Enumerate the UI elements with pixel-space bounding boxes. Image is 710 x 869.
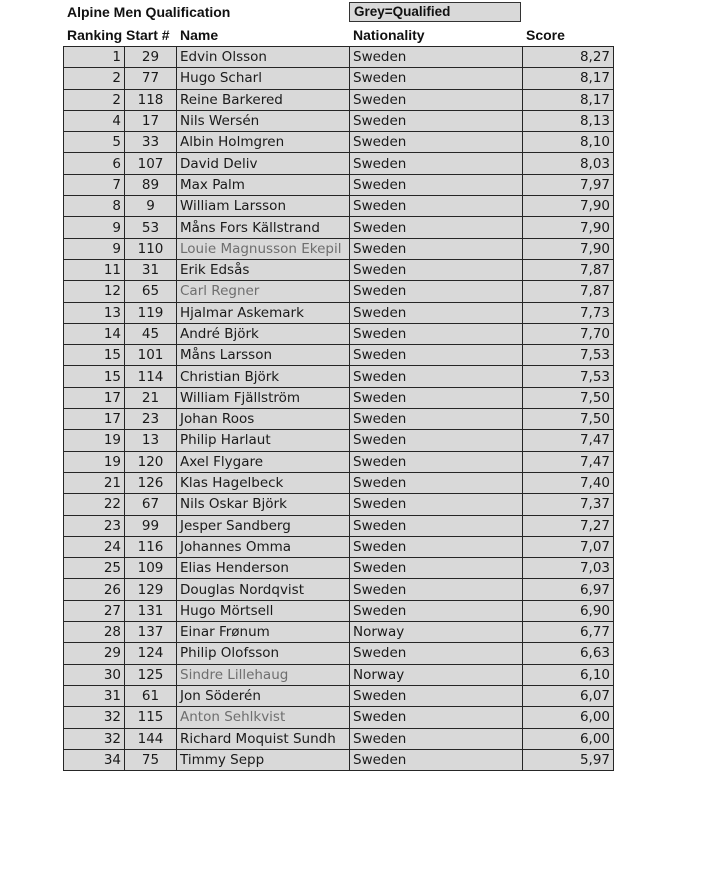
score-cell: 8,17 [523,89,614,110]
table-row [64,153,614,174]
name-cell: Max Palm [177,174,350,195]
table-row [64,196,614,217]
score-cell: 7,70 [523,323,614,344]
score-cell: 7,73 [523,302,614,323]
ranking-cell: 29 [64,643,125,664]
score-cell: 7,53 [523,366,614,387]
nationality-cell: Sweden [350,110,523,131]
name-cell: Anton Sehlkvist [177,707,350,728]
score-cell: 7,03 [523,558,614,579]
nationality-cell: Sweden [350,451,523,472]
start-number-cell: 114 [125,366,177,387]
ranking-cell: 1 [64,47,125,68]
nationality-cell: Sweden [350,558,523,579]
table-row [64,302,614,323]
score-cell: 8,17 [523,68,614,89]
start-number-cell: 115 [125,707,177,728]
name-cell: Timmy Sepp [177,749,350,770]
table-row [64,558,614,579]
start-number-cell: 89 [125,174,177,195]
ranking-cell: 9 [64,238,125,259]
table-row [64,217,614,238]
name-cell: David Deliv [177,153,350,174]
score-cell: 7,87 [523,281,614,302]
score-cell: 6,63 [523,643,614,664]
nationality-cell: Sweden [350,345,523,366]
ranking-cell: 21 [64,472,125,493]
table-row [64,259,614,280]
name-cell: Reine Barkered [177,89,350,110]
ranking-cell: 11 [64,259,125,280]
name-cell: Axel Flygare [177,451,350,472]
name-cell: Sindre Lillehaug [177,664,350,685]
score-cell: 6,10 [523,664,614,685]
nationality-cell: Sweden [350,685,523,706]
start-number-cell: 77 [125,68,177,89]
name-cell: Richard Moquist Sundh [177,728,350,749]
ranking-cell: 2 [64,89,125,110]
name-cell: Johan Roos [177,409,350,430]
start-number-cell: 99 [125,515,177,536]
name-cell: Albin Holmgren [177,132,350,153]
name-cell: Jesper Sandberg [177,515,350,536]
start-number-cell: 67 [125,494,177,515]
score-cell: 6,00 [523,707,614,728]
name-cell: Hugo Scharl [177,68,350,89]
ranking-cell: 19 [64,451,125,472]
name-cell: Douglas Nordqvist [177,579,350,600]
ranking-cell: 30 [64,664,125,685]
nationality-cell: Sweden [350,68,523,89]
table-row [64,643,614,664]
table-row [64,409,614,430]
score-cell: 5,97 [523,749,614,770]
header-ranking: Ranking [67,27,123,43]
start-number-cell: 109 [125,558,177,579]
start-number-cell: 137 [125,622,177,643]
ranking-cell: 5 [64,132,125,153]
ranking-cell: 14 [64,323,125,344]
score-cell: 7,27 [523,515,614,536]
start-number-cell: 65 [125,281,177,302]
score-cell: 7,37 [523,494,614,515]
table-row [64,579,614,600]
header-nationality: Nationality [353,27,425,43]
table-row [64,622,614,643]
score-cell: 7,50 [523,387,614,408]
score-cell: 7,90 [523,238,614,259]
name-cell: Nils Oskar Björk [177,494,350,515]
ranking-cell: 2 [64,68,125,89]
ranking-cell: 22 [64,494,125,515]
start-number-cell: 23 [125,409,177,430]
start-number-cell: 120 [125,451,177,472]
name-cell: Elias Henderson [177,558,350,579]
table-row [64,366,614,387]
nationality-cell: Sweden [350,217,523,238]
name-cell: Carl Regner [177,281,350,302]
table-row [64,89,614,110]
nationality-cell: Sweden [350,430,523,451]
start-number-cell: 124 [125,643,177,664]
results-table [63,46,614,771]
table-row [64,132,614,153]
table-row [64,238,614,259]
nationality-cell: Sweden [350,600,523,621]
nationality-cell: Sweden [350,515,523,536]
start-number-cell: 126 [125,472,177,493]
score-cell: 7,47 [523,451,614,472]
nationality-cell: Sweden [350,494,523,515]
table-row [64,387,614,408]
nationality-cell: Sweden [350,132,523,153]
name-cell: William Fjällström [177,387,350,408]
start-number-cell: 119 [125,302,177,323]
ranking-cell: 7 [64,174,125,195]
table-row [64,749,614,770]
score-cell: 7,50 [523,409,614,430]
name-cell: Louie Magnusson Ekepil [177,238,350,259]
score-cell: 7,90 [523,217,614,238]
nationality-cell: Sweden [350,174,523,195]
start-number-cell: 33 [125,132,177,153]
start-number-cell: 13 [125,430,177,451]
header-start-number: Start # [126,27,170,43]
ranking-cell: 26 [64,579,125,600]
start-number-cell: 101 [125,345,177,366]
nationality-cell: Sweden [350,643,523,664]
score-cell: 8,13 [523,110,614,131]
start-number-cell: 53 [125,217,177,238]
ranking-cell: 19 [64,430,125,451]
start-number-cell: 131 [125,600,177,621]
nationality-cell: Sweden [350,749,523,770]
start-number-cell: 144 [125,728,177,749]
score-cell: 7,87 [523,259,614,280]
nationality-cell: Sweden [350,536,523,557]
table-row [64,281,614,302]
nationality-cell: Sweden [350,89,523,110]
name-cell: Klas Hagelbeck [177,472,350,493]
nationality-cell: Norway [350,664,523,685]
nationality-cell: Sweden [350,579,523,600]
nationality-cell: Sweden [350,153,523,174]
start-number-cell: 21 [125,387,177,408]
table-row [64,323,614,344]
nationality-cell: Sweden [350,323,523,344]
score-cell: 7,97 [523,174,614,195]
ranking-cell: 13 [64,302,125,323]
nationality-cell: Sweden [350,472,523,493]
nationality-cell: Sweden [350,728,523,749]
ranking-cell: 17 [64,409,125,430]
ranking-cell: 4 [64,110,125,131]
nationality-cell: Sweden [350,387,523,408]
document-title: Alpine Men Qualification [67,4,231,20]
ranking-cell: 15 [64,345,125,366]
table-row [64,664,614,685]
nationality-cell: Sweden [350,196,523,217]
score-cell: 7,07 [523,536,614,557]
nationality-cell: Sweden [350,302,523,323]
name-cell: William Larsson [177,196,350,217]
ranking-cell: 8 [64,196,125,217]
name-cell: Måns Fors Källstrand [177,217,350,238]
score-cell: 7,40 [523,472,614,493]
score-cell: 6,00 [523,728,614,749]
ranking-cell: 15 [64,366,125,387]
table-row [64,451,614,472]
name-cell: Edvin Olsson [177,47,350,68]
header-name: Name [180,27,219,43]
table-row [64,600,614,621]
ranking-cell: 27 [64,600,125,621]
nationality-cell: Sweden [350,707,523,728]
table-row [64,685,614,706]
start-number-cell: 129 [125,579,177,600]
ranking-cell: 17 [64,387,125,408]
start-number-cell: 9 [125,196,177,217]
table-row [64,110,614,131]
start-number-cell: 107 [125,153,177,174]
header-score: Score [526,27,565,43]
table-row [64,430,614,451]
start-number-cell: 31 [125,259,177,280]
score-cell: 7,90 [523,196,614,217]
table-row [64,472,614,493]
ranking-cell: 31 [64,685,125,706]
ranking-cell: 12 [64,281,125,302]
score-cell: 6,97 [523,579,614,600]
nationality-cell: Sweden [350,366,523,387]
score-cell: 7,53 [523,345,614,366]
score-cell: 6,77 [523,622,614,643]
ranking-cell: 34 [64,749,125,770]
legend-qualified: Grey=Qualified [349,2,521,22]
name-cell: Philip Olofsson [177,643,350,664]
name-cell: Einar Frønum [177,622,350,643]
score-cell: 8,10 [523,132,614,153]
table-row [64,68,614,89]
table-row [64,728,614,749]
results-body [64,47,614,771]
nationality-cell: Sweden [350,47,523,68]
ranking-cell: 24 [64,536,125,557]
name-cell: Johannes Omma [177,536,350,557]
score-cell: 8,27 [523,47,614,68]
score-cell: 6,90 [523,600,614,621]
name-cell: Jon Söderén [177,685,350,706]
start-number-cell: 118 [125,89,177,110]
ranking-cell: 9 [64,217,125,238]
ranking-cell: 32 [64,728,125,749]
start-number-cell: 61 [125,685,177,706]
table-row [64,174,614,195]
table-row [64,494,614,515]
name-cell: Nils Wersén [177,110,350,131]
table-row [64,536,614,557]
ranking-cell: 32 [64,707,125,728]
start-number-cell: 17 [125,110,177,131]
start-number-cell: 116 [125,536,177,557]
ranking-cell: 6 [64,153,125,174]
name-cell: Erik Edsås [177,259,350,280]
nationality-cell: Sweden [350,238,523,259]
score-cell: 8,03 [523,153,614,174]
nationality-cell: Sweden [350,281,523,302]
start-number-cell: 110 [125,238,177,259]
nationality-cell: Sweden [350,259,523,280]
table-row [64,707,614,728]
nationality-cell: Norway [350,622,523,643]
start-number-cell: 29 [125,47,177,68]
name-cell: Christian Björk [177,366,350,387]
name-cell: André Björk [177,323,350,344]
score-cell: 6,07 [523,685,614,706]
start-number-cell: 45 [125,323,177,344]
name-cell: Måns Larsson [177,345,350,366]
start-number-cell: 75 [125,749,177,770]
table-row [64,47,614,68]
name-cell: Hjalmar Askemark [177,302,350,323]
nationality-cell: Sweden [350,409,523,430]
start-number-cell: 125 [125,664,177,685]
ranking-cell: 25 [64,558,125,579]
score-cell: 7,47 [523,430,614,451]
ranking-cell: 28 [64,622,125,643]
name-cell: Hugo Mörtsell [177,600,350,621]
table-row [64,345,614,366]
table-row [64,515,614,536]
name-cell: Philip Harlaut [177,430,350,451]
ranking-cell: 23 [64,515,125,536]
